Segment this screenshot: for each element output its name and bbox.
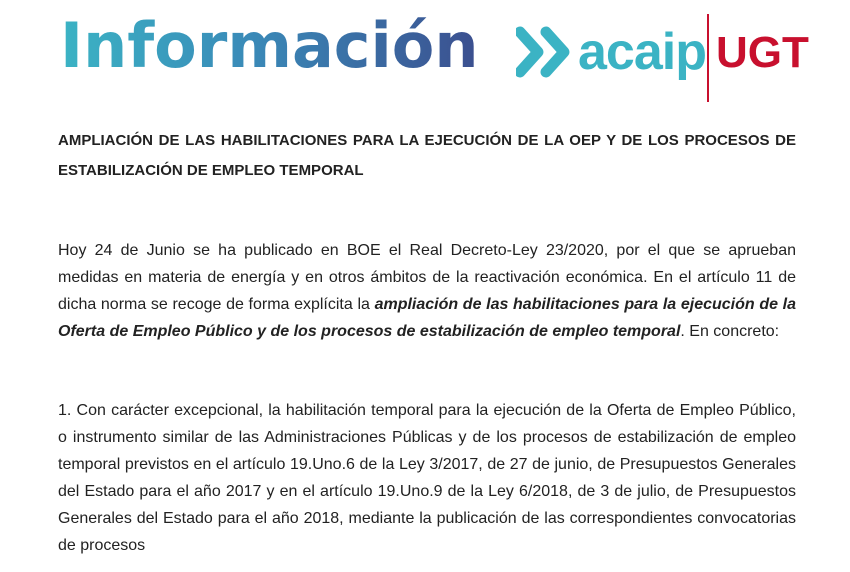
union-logo-text: UGT: [716, 28, 809, 77]
paragraph-intro-tail: . En concreto:: [680, 323, 780, 340]
brand-logo-text: acaip: [578, 23, 706, 81]
paragraph-intro-text: Hoy 24 de Junio se ha publicado en BOE el Real Decreto-Ley 23/2020, por el que se aprueban medidas en materia de energía y en otros ámbitos de la reactivación económica. En el artículo 11 de dicha norma se recoge de forma explícita la: [58, 242, 796, 313]
paragraph-article: 1. Con carácter excepcional, la habilitación temporal para la ejecución de la Oferta de Empleo Público, o instrumento similar de las Administraciones Públicas y de los procesos de estabilización de empleo temporal previstos en el artículo 19.Uno.6 de la Ley 3/2017, de 27 de junio, de Presupuestos Generales del Estado para el año 2017 y en el artículo 19.Uno.9 de la Ley 6/2018, de 3 de julio, de Presupuestos Generales del Estado para el año 2018, mediante la publicación de las correspondientes convocatorias de procesos: [58, 402, 796, 554]
page-title: Información: [60, 9, 479, 82]
paragraph-intro: [58, 237, 796, 345]
document-header: [0, 0, 850, 110]
double-chevron-icon: [516, 22, 578, 82]
paragraph-intro-emphasis: ampliación de las habilitaciones para la ejecución de la Oferta de Empleo Público y de los procesos de estabilización de empleo temporal: [58, 296, 796, 340]
logo-divider: [707, 14, 709, 102]
document-heading: AMPLIACIÓN DE LAS HABILITACIONES PARA LA EJECUCIÓN DE LA OEP Y DE LOS PROCESOS DE ESTABILIZACIÓN DE EMPLEO TEMPORAL: [58, 132, 796, 179]
